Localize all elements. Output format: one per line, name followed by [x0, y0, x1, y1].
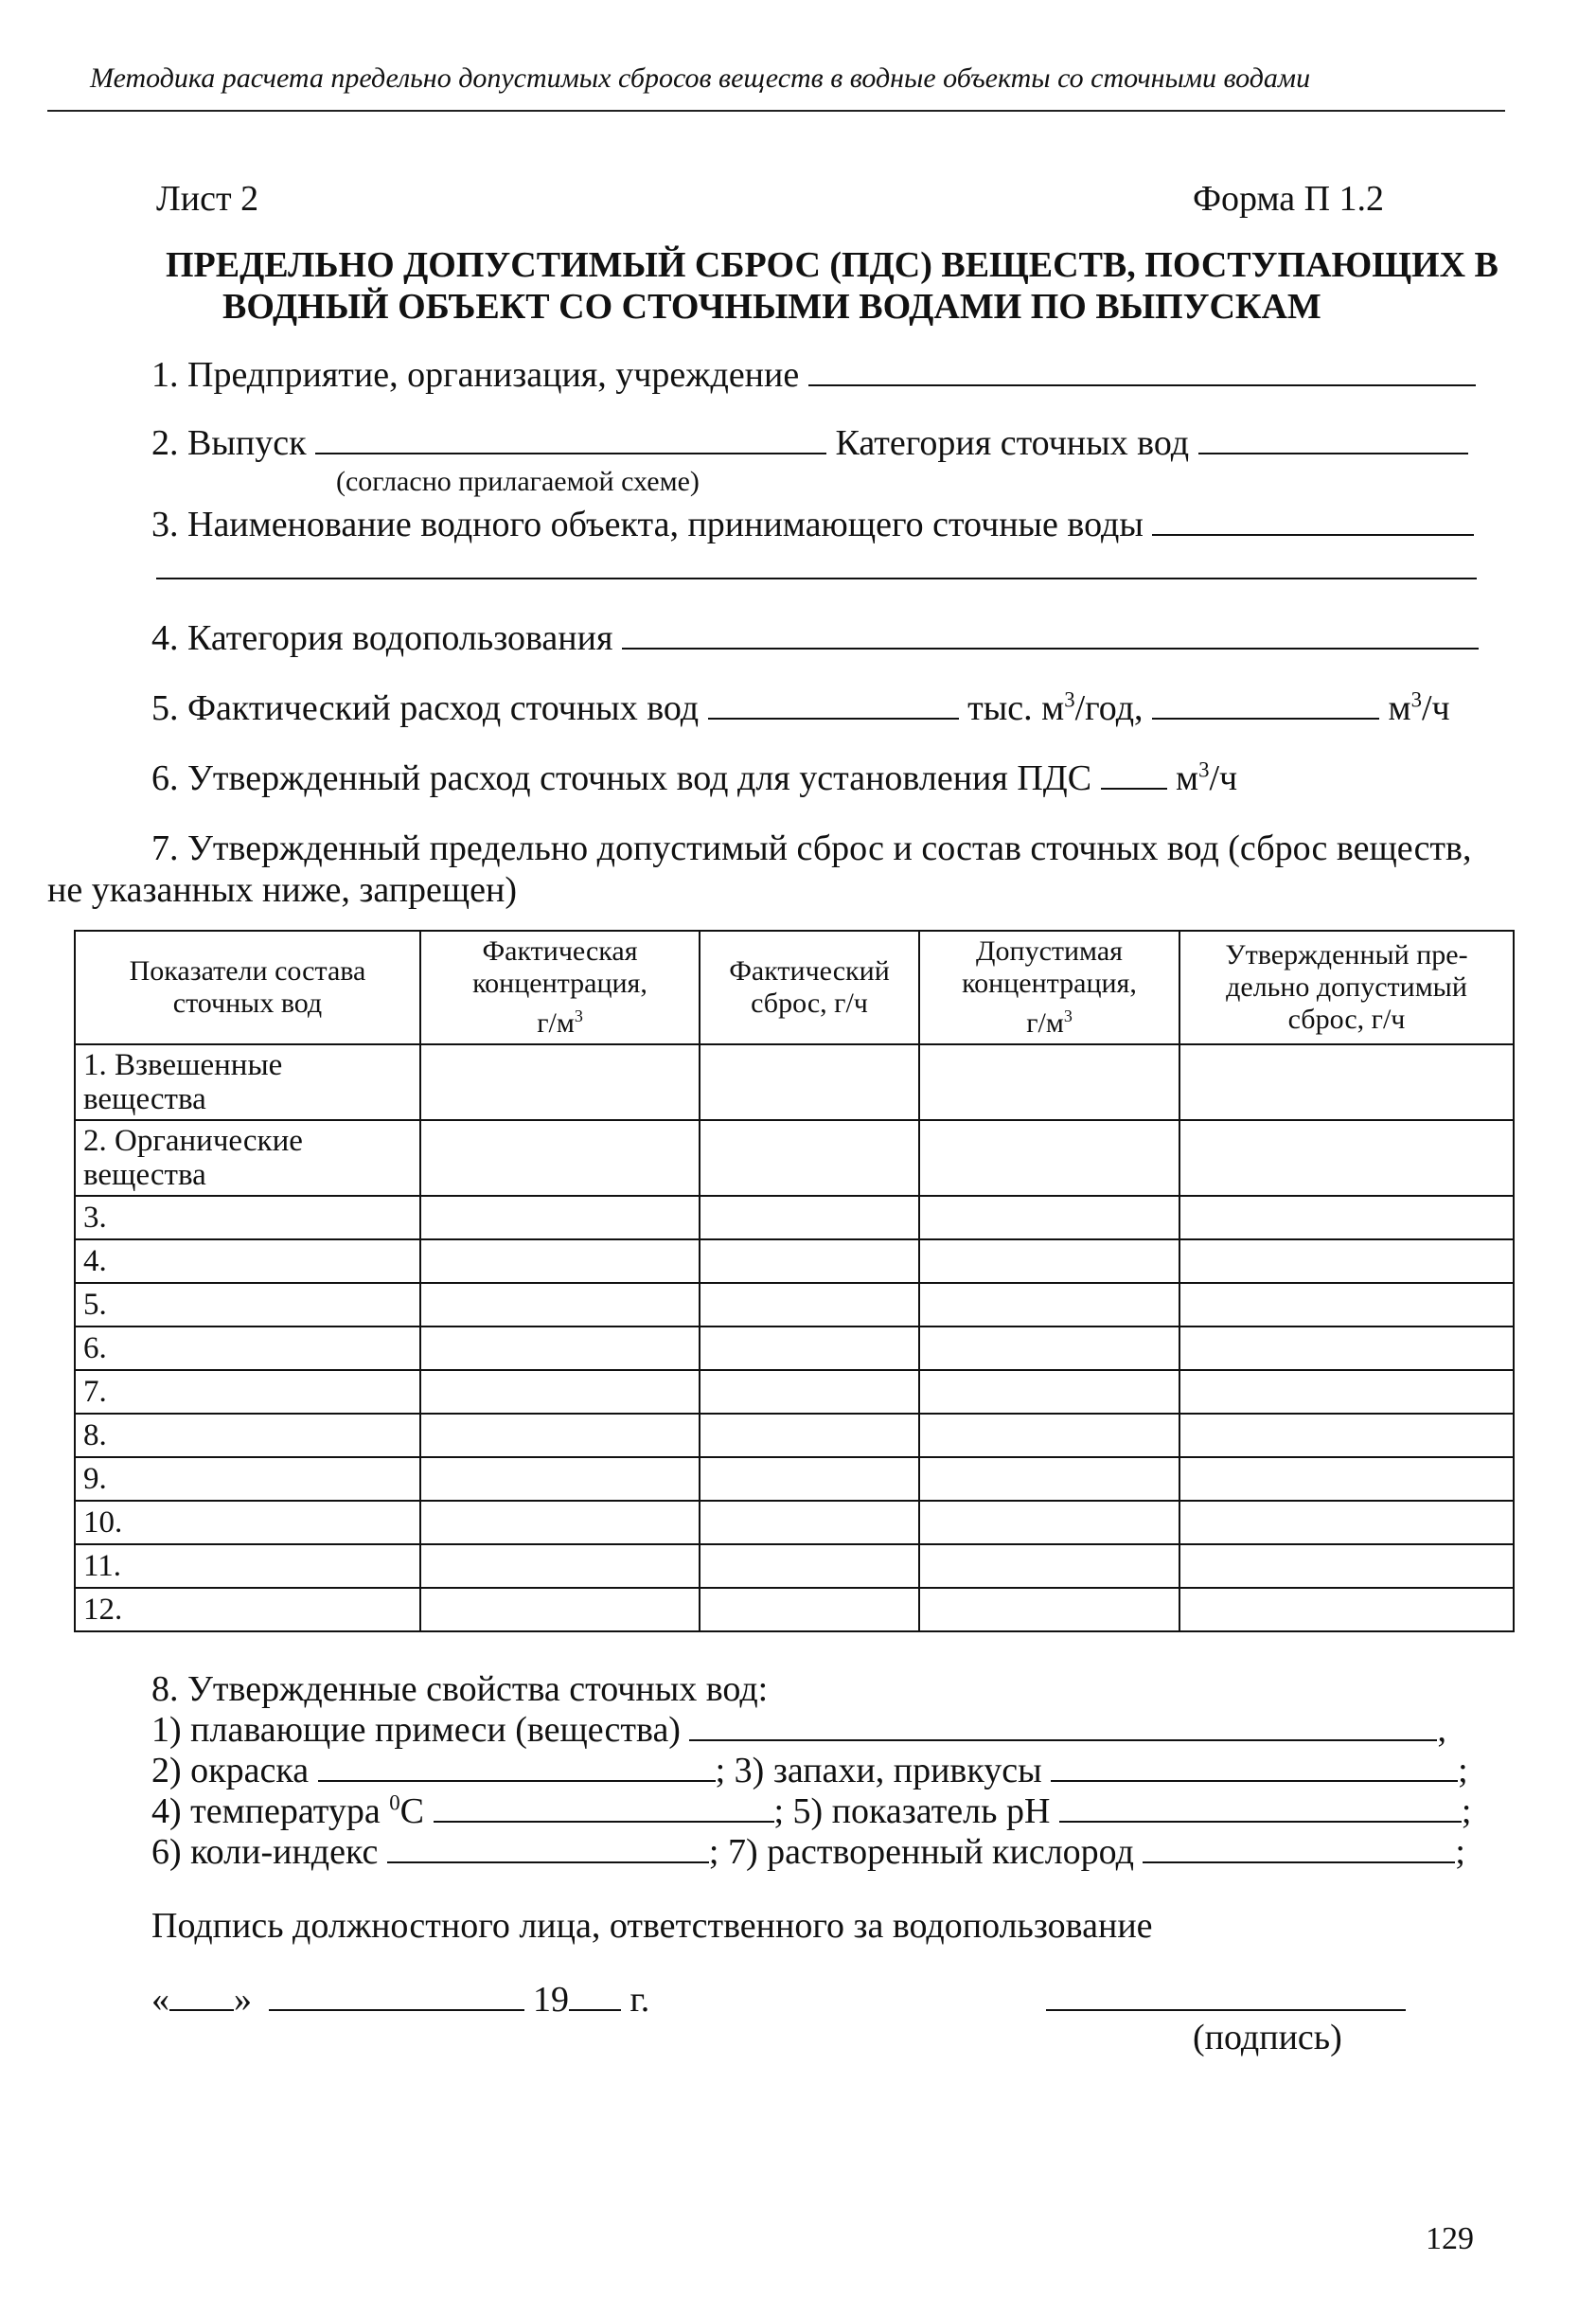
table-cell[interactable]: [1179, 1370, 1514, 1414]
table-cell[interactable]: [919, 1544, 1179, 1588]
table-cell[interactable]: [919, 1120, 1179, 1196]
field-actual-flow: [151, 687, 1450, 729]
row-indicator-cell: 4.: [75, 1239, 420, 1283]
sheet-label: Лист 2: [156, 179, 259, 219]
table-header-cell: Допустимая концентрация, $г/м^3$: [919, 931, 1179, 1044]
water-use-category-blank[interactable]: [622, 619, 1479, 650]
row-indicator-cell: 5.: [75, 1283, 420, 1327]
page-number: 129: [1426, 2221, 1474, 2256]
table-cell[interactable]: [919, 1457, 1179, 1501]
table-cell[interactable]: [1179, 1196, 1514, 1239]
table-row: [75, 1327, 1514, 1370]
odor-blank[interactable]: [1051, 1752, 1458, 1782]
table-cell[interactable]: [919, 1370, 1179, 1414]
field-approved-flow-label: 6. Утвержденный расход сточных вод для установления ПДС: [151, 758, 1092, 798]
table-cell[interactable]: [420, 1196, 700, 1239]
table-row: [75, 1414, 1514, 1457]
table-cell[interactable]: [420, 1327, 700, 1370]
table-row: [75, 1120, 1514, 1196]
property-label: 2) окраска: [151, 1751, 310, 1790]
table-cell[interactable]: [1179, 1588, 1514, 1631]
water-body-blank-line-2[interactable]: [156, 578, 1477, 579]
table-row: [75, 1457, 1514, 1501]
properties-heading: 8. Утвержденные свойства сточных вод:: [151, 1669, 769, 1709]
row-indicator-cell: 2. Органические вещества: [75, 1120, 420, 1196]
row-indicator-cell: 10.: [75, 1501, 420, 1544]
table-row: [75, 1370, 1514, 1414]
table-row: [75, 1544, 1514, 1588]
row-indicator-cell: 7.: [75, 1370, 420, 1414]
water-body-blank[interactable]: [1152, 506, 1474, 536]
property-temperature-ph: [151, 1790, 1471, 1832]
semicolon-mark: ;: [1458, 1751, 1468, 1790]
table-cell[interactable]: [700, 1283, 919, 1327]
table-row: [75, 1196, 1514, 1239]
field-actual-flow-label: 5. Фактический расход сточных вод: [151, 688, 700, 728]
table-row: [75, 1044, 1514, 1120]
ph-blank[interactable]: [1059, 1792, 1462, 1823]
table-cell[interactable]: [700, 1327, 919, 1370]
table-cell[interactable]: [700, 1501, 919, 1544]
row-indicator-cell: 12.: [75, 1588, 420, 1631]
table-header-cell: Утвержденный пре- дельно допустимый сброс, г/ч: [1179, 931, 1514, 1044]
table-cell[interactable]: [420, 1414, 700, 1457]
semicolon-mark: ;: [1455, 1832, 1465, 1872]
signature-line[interactable]: [1046, 2009, 1406, 2011]
table-cell[interactable]: [1179, 1327, 1514, 1370]
row-indicator-cell: 9.: [75, 1457, 420, 1501]
table-cell[interactable]: [1179, 1457, 1514, 1501]
signature-date: « » 19 г.: [151, 1980, 650, 2020]
table-cell[interactable]: [700, 1120, 919, 1196]
date-day-blank[interactable]: [169, 1981, 234, 2011]
field-water-use-category-label: 4. Категория водопользования: [151, 618, 613, 658]
table-cell[interactable]: [700, 1457, 919, 1501]
table-cell[interactable]: [919, 1239, 1179, 1283]
actual-flow-year-blank[interactable]: [708, 689, 959, 720]
table-cell[interactable]: [1179, 1239, 1514, 1283]
field-release: [151, 422, 1468, 464]
row-indicator-cell: 1. Взвешенные вещества: [75, 1044, 420, 1120]
property-color-odor: [151, 1750, 1468, 1791]
date-month-blank[interactable]: [269, 1981, 524, 2011]
release-blank[interactable]: [315, 424, 826, 454]
header-rule: [47, 110, 1505, 112]
property-label: 6) коли-индекс: [151, 1832, 379, 1872]
date-year-blank[interactable]: [569, 1981, 621, 2011]
table-cell[interactable]: [1179, 1044, 1514, 1120]
table-cell[interactable]: [420, 1501, 700, 1544]
table-cell[interactable]: [919, 1588, 1179, 1631]
table-cell[interactable]: [1179, 1501, 1514, 1544]
table-cell[interactable]: [420, 1588, 700, 1631]
table-cell[interactable]: [420, 1239, 700, 1283]
row-indicator-cell: 8.: [75, 1414, 420, 1457]
property-label: 4) температура $^0$С: [151, 1790, 424, 1831]
table-header-row: [75, 931, 1514, 1044]
table-row: [75, 1239, 1514, 1283]
title-line-1: ПРЕДЕЛЬНО ДОПУСТИМЫЙ СБРОС (ПДС) ВЕЩЕСТВ, ПОСТУПАЮЩИХ В: [166, 245, 1498, 285]
temperature-blank[interactable]: [434, 1792, 774, 1823]
property-coli-oxygen: [151, 1831, 1465, 1873]
table-cell[interactable]: [700, 1588, 919, 1631]
form-label: Форма П 1.2: [1193, 179, 1385, 219]
property-label: 1) плавающие примеси (вещества): [151, 1710, 681, 1750]
table-cell[interactable]: [919, 1044, 1179, 1120]
table-cell[interactable]: [1179, 1414, 1514, 1457]
organization-blank[interactable]: [808, 356, 1476, 386]
table-cell[interactable]: [700, 1414, 919, 1457]
dissolved-oxygen-blank[interactable]: [1143, 1833, 1455, 1863]
actual-flow-hour-blank[interactable]: [1152, 689, 1379, 720]
composition-table: [74, 930, 1515, 1632]
table-cell[interactable]: [919, 1196, 1179, 1239]
table-cell[interactable]: [1179, 1544, 1514, 1588]
row-indicator-cell: 3.: [75, 1196, 420, 1239]
actual-flow-year-unit: тыс. $м^3$/год,: [967, 687, 1144, 728]
field-approved-limit-line-1: 7. Утвержденный предельно допустимый сброс и состав сточных вод (сброс веществ,: [151, 828, 1472, 868]
table-cell[interactable]: [919, 1327, 1179, 1370]
table-cell[interactable]: [420, 1120, 700, 1196]
property-label: ; 5) показатель рН: [773, 1791, 1051, 1831]
field-approved-flow: [151, 757, 1237, 799]
table-cell[interactable]: [420, 1457, 700, 1501]
field-water-body-label: 3. Наименование водного объекта, принимающего сточные воды: [151, 505, 1144, 544]
category-blank[interactable]: [1198, 424, 1468, 454]
table-cell[interactable]: [919, 1283, 1179, 1327]
field-approved-limit-line-2: не указанных ниже, запрещен): [47, 870, 518, 910]
field-organization: [151, 354, 1476, 396]
floating-impurities-blank[interactable]: [689, 1711, 1437, 1741]
color-blank[interactable]: [318, 1752, 716, 1782]
property-label: ; 7) растворенный кислород: [708, 1832, 1134, 1872]
table-cell[interactable]: [700, 1196, 919, 1239]
table-cell[interactable]: [1179, 1283, 1514, 1327]
table-row: [75, 1588, 1514, 1631]
field-organization-label: 1. Предприятие, организация, учреждение: [151, 355, 800, 395]
coli-index-blank[interactable]: [387, 1833, 709, 1863]
table-cell[interactable]: [700, 1044, 919, 1120]
table-row: [75, 1501, 1514, 1544]
property-floating-impurities: [151, 1709, 1446, 1751]
field-water-body: [151, 504, 1474, 545]
semicolon-mark: ;: [1461, 1791, 1472, 1831]
table-header-cell: Фактическая концентрация, $г/м^3$: [420, 931, 700, 1044]
table-cell[interactable]: [420, 1544, 700, 1588]
table-cell[interactable]: [420, 1044, 700, 1120]
table-cell[interactable]: [919, 1414, 1179, 1457]
signature-label: Подпись должностного лица, ответственного за водопользование: [151, 1906, 1153, 1946]
release-note: (согласно прилагаемой схеме): [336, 466, 700, 497]
property-label: ; 3) запахи, привкусы: [715, 1751, 1042, 1790]
approved-flow-unit: $м^3/ч$: [1176, 757, 1238, 798]
running-title: Методика расчета предельно допустимых сбросов веществ в водные объекты со сточными водами: [90, 62, 1311, 94]
row-indicator-cell: 11.: [75, 1544, 420, 1588]
table-cell[interactable]: [700, 1239, 919, 1283]
field-category-label: Категория сточных вод: [835, 423, 1190, 463]
table-cell[interactable]: [420, 1283, 700, 1327]
table-cell[interactable]: [700, 1544, 919, 1588]
table-cell[interactable]: [420, 1370, 700, 1414]
table-cell[interactable]: [919, 1501, 1179, 1544]
actual-flow-hour-unit: $м^3/ч$: [1388, 687, 1450, 728]
row-indicator-cell: 6.: [75, 1327, 420, 1370]
approved-flow-blank[interactable]: [1101, 759, 1167, 790]
table-cell[interactable]: [1179, 1120, 1514, 1196]
table-row: [75, 1283, 1514, 1327]
comma-mark: ,: [1437, 1710, 1446, 1750]
field-release-label: 2. Выпуск: [151, 423, 307, 463]
table-cell[interactable]: [700, 1370, 919, 1414]
table-header-cell: Показатели состава сточных вод: [75, 931, 420, 1044]
field-water-use-category: [151, 617, 1479, 659]
table-header-cell: Фактический сброс, г/ч: [700, 931, 919, 1044]
title-line-2: ВОДНЫЙ ОБЪЕКТ СО СТОЧНЫМИ ВОДАМИ ПО ВЫПУСКАМ: [222, 287, 1321, 327]
signature-caption: (подпись): [1193, 2018, 1342, 2057]
